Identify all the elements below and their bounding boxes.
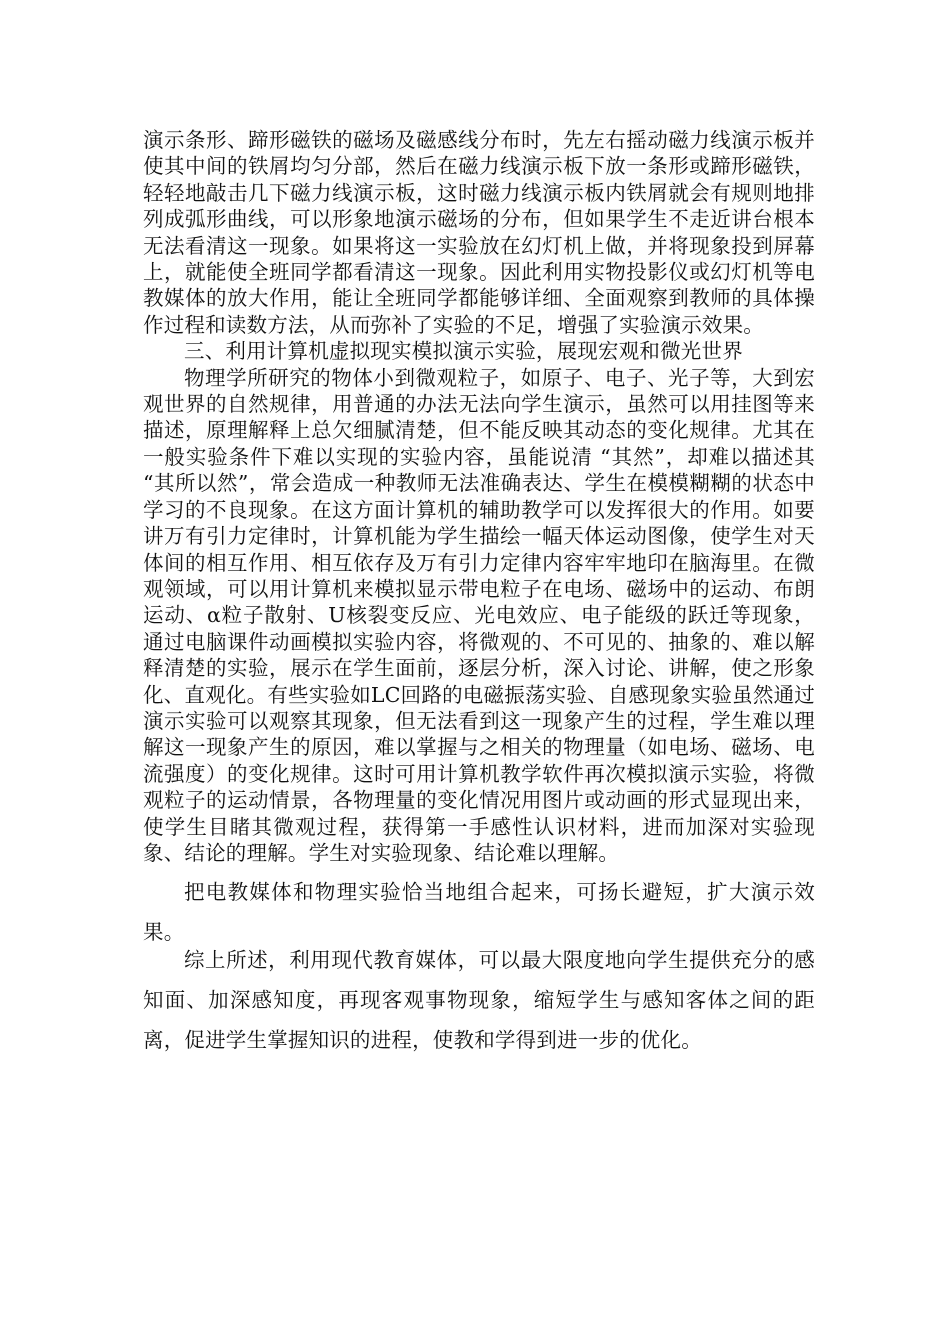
main-text-block — [143, 127, 815, 866]
paragraph-magnet-demo: 演示条形、蹄形磁铁的磁场及磁感线分布时，先左右摇动磁力线演示板并使其中间的铁屑均匀分部，然后在磁力线演示板下放一条形或蹄形磁铁，轻轻地敲击几下磁力线演示板，这时磁力线演示板内铁屑就会有规则地排列成弧形曲线，可以形象地演示磁场的分布，但如果学生不走近讲台根本无法看清这一现象。如果将这一实验放在幻灯机上做，并将现象投到屏幕上，就能使全班同学都看清这一现象。因此利用实物投影仪或幻灯机等电教媒体的放大作用，能让全班同学都能够详细、全面观察到教师的具体操作过程和读数方法，从而弥补了实验的不足，增强了实验演示效果。 — [143, 128, 815, 337]
paragraph-summary: 综上所述，利用现代教育媒体，可以最大限度地向学生提供充分的感知面、加深感知度，再现客观事物现象，缩短学生与感知客体之间的距离，促进学生掌握知识的进程，使教和学得到进一步的优化。 — [143, 948, 815, 1052]
paragraph-computer-simulation: 物理学所研究的物体小到微观粒子，如原子、电子、光子等，大到宏观世界的自然规律，用普通的办法无法向学生演示，虽然可以用挂图等来描述，原理解释上总欠细腻清楚，但不能反映其动态的变化规律。尤其在一般实验条件下难以实现的实验内容，虽能说清 “其然”，却难以描述其 “其所以然”，常会造成一种教师无法准确表达、学生在模模糊糊的状态中学习的不良现象。在这方面计算机的辅助教学可以发挥很大的作用。如要讲万有引力定律时，计算机能为学生描绘一幅天体运动图像，使学生对天体间的相互作用、相互依存及万有引力定律内容牢牢地印在脑海里。在微观领域，可以用计算机来模拟显示带电粒子在电场、磁场中的运动、布朗运动、α粒子散射、U核裂变反应、光电效应、电子能级的跃迁等现象，通过电脑课件动画模拟实验内容，将微观的、不可见的、抽象的、难以解释清楚的实验，展示在学生面前，逐层分析，深入讨论、讲解，使之形象化、直观化。有些实验如LC回路的电磁振荡实验、自感现象实验虽然通过演示实验可以观察其现象，但无法看到这一现象产生的过程，学生难以理解这一现象产生的原因，难以掌握与之相关的物理量（如电场、磁场、电流强度）的变化规律。这时可用计算机教学软件再次模拟演示实验，将微观粒子的运动情景，各物理量的变化情况用图片或动画的形式显现出来，使学生目睹其微观过程，获得第一手感性认识材料，进而加深对实验现象、结论的理解。学生对实验现象、结论难以理解。 — [143, 365, 815, 865]
summary-text-block — [143, 940, 815, 1060]
section-heading-3: 三、利用计算机虚拟现实模拟演示实验，展现宏观和微光世界 — [184, 339, 743, 364]
paragraph-media-combination: 把电教媒体和物理实验恰当地组合起来，可扬长避短，扩大演示效果。 — [143, 880, 815, 944]
